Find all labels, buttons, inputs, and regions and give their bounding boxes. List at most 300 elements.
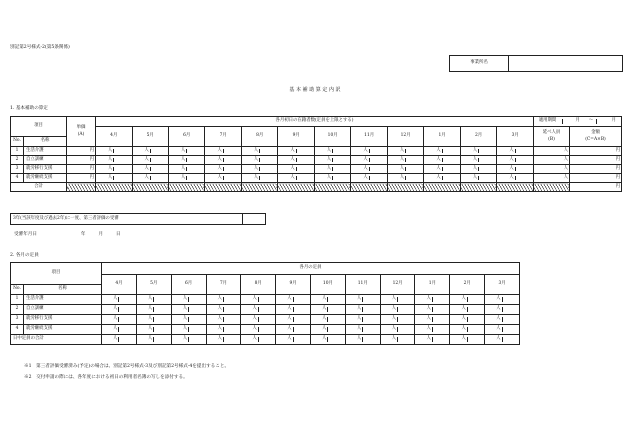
person-unit: 人 — [356, 306, 362, 312]
capacity-input[interactable] — [206, 295, 241, 305]
capacity-input[interactable] — [415, 335, 450, 345]
enrollment-input[interactable] — [132, 174, 168, 183]
sub-input[interactable] — [293, 327, 310, 331]
capacity-input[interactable] — [102, 305, 137, 315]
capacity-input[interactable] — [241, 325, 276, 335]
sub-input[interactable] — [432, 317, 449, 321]
sub-input[interactable] — [153, 317, 170, 321]
unit-price-sub: (A) — [77, 132, 85, 137]
row-no: 2 — [11, 156, 24, 165]
capacity-input[interactable] — [485, 295, 520, 305]
s2-month-header: 2月 — [450, 275, 485, 295]
sub-input[interactable] — [369, 176, 387, 180]
sub-input[interactable] — [223, 158, 241, 162]
capacity-input[interactable] — [450, 315, 485, 325]
sub-input[interactable] — [188, 327, 205, 331]
enrollment-input[interactable] — [497, 165, 534, 174]
sub-input[interactable] — [327, 317, 344, 321]
table-row — [11, 174, 622, 183]
capacity-input[interactable] — [345, 335, 380, 345]
capacity-input[interactable] — [415, 295, 450, 305]
person-unit: 人 — [322, 316, 327, 322]
amount-label: 金額 — [591, 129, 600, 135]
capacity-input[interactable] — [102, 295, 137, 305]
person-unit: 人 — [144, 165, 149, 171]
capacity-input[interactable] — [310, 295, 345, 305]
person-unit: 人 — [391, 306, 397, 312]
sub-input[interactable] — [362, 317, 379, 321]
capacity-input[interactable] — [276, 305, 311, 315]
capacity-input[interactable] — [380, 305, 415, 315]
enrollment-input[interactable] — [278, 156, 314, 165]
enrollment-input[interactable] — [132, 147, 168, 156]
sub-input[interactable] — [405, 167, 423, 171]
sub-input[interactable] — [362, 337, 379, 341]
enrollment-input[interactable] — [168, 156, 204, 165]
sub-input[interactable] — [405, 149, 423, 153]
sub-input[interactable] — [259, 158, 277, 162]
capacity-input[interactable] — [450, 335, 485, 345]
sub-input[interactable] — [188, 297, 205, 301]
sub-input[interactable] — [188, 317, 205, 321]
person-unit: 人 — [147, 336, 153, 342]
sub-input[interactable] — [150, 149, 168, 153]
enrollment-input[interactable] — [424, 147, 460, 156]
enrollment-input[interactable] — [168, 147, 204, 156]
person-unit: 人 — [253, 174, 259, 180]
capacity-input[interactable] — [206, 305, 241, 315]
enrollment-input[interactable] — [278, 165, 314, 174]
sub-input[interactable] — [293, 337, 310, 341]
enrollment-input[interactable] — [132, 156, 168, 165]
sub-input[interactable] — [362, 297, 379, 301]
person-unit: 人 — [363, 165, 368, 171]
sub-input[interactable] — [223, 307, 240, 311]
sub-input[interactable] — [296, 158, 314, 162]
amount-input[interactable]: 円 — [569, 174, 621, 183]
s1-month-header: 1月 — [424, 127, 460, 147]
sub-input[interactable] — [397, 327, 414, 331]
s2-table-row — [11, 295, 520, 305]
person-unit: 人 — [180, 156, 186, 162]
enrollment-input[interactable] — [314, 174, 350, 183]
enrollment-input[interactable] — [132, 165, 168, 174]
capacity-input[interactable] — [310, 335, 345, 345]
unit-price-input[interactable]: 円 — [67, 156, 96, 165]
sub-input[interactable] — [467, 327, 484, 331]
sub-input[interactable] — [397, 307, 414, 311]
enrollment-input[interactable] — [351, 174, 387, 183]
sub-input[interactable] — [259, 167, 277, 171]
row-name: 就労移行支援 — [24, 165, 67, 174]
sub-input[interactable] — [258, 327, 275, 331]
person-unit: 人 — [496, 316, 501, 322]
person-unit: 人 — [461, 316, 466, 322]
hatched-cell — [387, 183, 423, 192]
person-unit: 人 — [356, 316, 362, 322]
person-unit: 人 — [144, 156, 149, 162]
sub-input[interactable] — [296, 167, 314, 171]
capacity-input[interactable] — [345, 295, 380, 305]
capacity-input[interactable] — [485, 325, 520, 335]
person-unit: 人 — [147, 316, 153, 322]
row-name: 自立訓練 — [24, 156, 67, 165]
sub-input[interactable] — [153, 337, 170, 341]
capacity-input[interactable] — [102, 335, 137, 345]
s2-row-name: 自立訓練 — [24, 305, 102, 315]
capacity-input[interactable] — [310, 315, 345, 325]
capacity-input[interactable] — [310, 305, 345, 315]
capacity-input[interactable] — [206, 315, 241, 325]
sub-input[interactable] — [296, 149, 314, 153]
capacity-input[interactable] — [171, 305, 206, 315]
sub-input[interactable] — [432, 337, 449, 341]
person-unit: 人 — [182, 336, 188, 342]
person-unit: 人 — [426, 296, 431, 302]
sub-input[interactable] — [327, 327, 344, 331]
capacity-input[interactable] — [241, 335, 276, 345]
enrollment-input[interactable] — [314, 165, 350, 174]
sub-input[interactable] — [118, 307, 135, 311]
sub-input[interactable] — [223, 167, 241, 171]
sub-input[interactable] — [515, 158, 533, 162]
person-unit: 人 — [113, 336, 118, 342]
capacity-input[interactable] — [415, 305, 450, 315]
sub-input[interactable] — [186, 176, 204, 180]
capacity-input[interactable] — [206, 325, 241, 335]
person-unit: 人 — [180, 174, 186, 180]
note-1: ※1 第三者評価受審済み(予定)の場合は、別記第2号様式-3及び別記第2号様式-4を提出すること。 — [24, 364, 230, 369]
capacity-input[interactable] — [276, 335, 311, 345]
office-input[interactable] — [509, 56, 623, 72]
enrollment-input[interactable] — [351, 165, 387, 174]
capacity-input[interactable] — [380, 315, 415, 325]
capacity-input[interactable] — [450, 295, 485, 305]
period-end-input[interactable] — [596, 119, 610, 123]
sub-input[interactable] — [467, 317, 484, 321]
s2-table-row — [11, 305, 520, 315]
sub-input[interactable] — [293, 317, 310, 321]
sub-input[interactable] — [515, 149, 533, 153]
enrollment-input[interactable] — [205, 156, 241, 165]
total-row — [11, 183, 622, 192]
enrollment-input[interactable] — [205, 147, 241, 156]
enrollment-input[interactable] — [314, 156, 350, 165]
hatched-cell — [497, 183, 534, 192]
capacity-input[interactable] — [485, 315, 520, 325]
hatched-cell — [424, 183, 460, 192]
sub-input[interactable] — [223, 176, 241, 180]
sub-input[interactable] — [478, 149, 496, 153]
person-unit: 人 — [217, 306, 222, 312]
sub-input[interactable] — [327, 337, 344, 341]
capacity-input[interactable] — [102, 315, 137, 325]
table-row — [11, 165, 622, 174]
capacity-input[interactable] — [136, 335, 171, 345]
sub-input[interactable] — [397, 317, 414, 321]
sub-input[interactable] — [397, 297, 414, 301]
capacity-input[interactable] — [276, 325, 311, 335]
sub-input[interactable] — [502, 297, 519, 301]
enrollment-input[interactable] — [497, 174, 534, 183]
capacity-input[interactable] — [276, 315, 311, 325]
person-unit: 人 — [496, 326, 501, 332]
sub-input[interactable] — [118, 337, 135, 341]
sub-input[interactable] — [515, 167, 533, 171]
capacity-input[interactable] — [171, 325, 206, 335]
sub-input[interactable] — [502, 337, 519, 341]
sub-input[interactable] — [478, 176, 496, 180]
sub-input[interactable] — [432, 297, 449, 301]
enrollment-input[interactable] — [96, 165, 132, 174]
person-unit: 人 — [391, 296, 397, 302]
person-unit: 人 — [287, 326, 292, 332]
capacity-input[interactable] — [136, 315, 171, 325]
sub-input[interactable] — [442, 176, 460, 180]
sub-input[interactable] — [467, 297, 484, 301]
enrollment-input[interactable] — [460, 174, 496, 183]
capacity-input[interactable] — [380, 325, 415, 335]
enrollment-input[interactable] — [278, 174, 314, 183]
sub-input[interactable] — [258, 337, 275, 341]
enrollment-input[interactable] — [278, 147, 314, 156]
s2-table-row — [11, 325, 520, 335]
person-unit: 人 — [391, 316, 397, 322]
enrollment-input[interactable] — [241, 147, 277, 156]
sub-input[interactable] — [293, 307, 310, 311]
sub-input[interactable] — [186, 158, 204, 162]
capacity-input[interactable] — [450, 325, 485, 335]
sub-input[interactable] — [113, 158, 131, 162]
sub-input[interactable] — [467, 307, 484, 311]
sub-input[interactable] — [258, 297, 275, 301]
enrollment-input[interactable] — [205, 165, 241, 174]
unit-price-input[interactable]: 円 — [67, 165, 96, 174]
person-unit: 人 — [182, 296, 188, 302]
sub-input[interactable] — [432, 307, 449, 311]
sub-input[interactable] — [362, 327, 379, 331]
capacity-input[interactable] — [380, 295, 415, 305]
enrollment-input[interactable] — [424, 174, 460, 183]
sub-input[interactable] — [405, 158, 423, 162]
sub-input[interactable] — [467, 337, 484, 341]
sub-input[interactable] — [118, 317, 135, 321]
sub-input[interactable] — [259, 149, 277, 153]
enrollment-input[interactable] — [387, 156, 423, 165]
date-label: 受審年月日 — [14, 232, 37, 237]
capacity-input[interactable] — [171, 335, 206, 345]
enrollment-input[interactable] — [424, 165, 460, 174]
enrollment-input[interactable] — [387, 165, 423, 174]
sub-input[interactable] — [153, 297, 170, 301]
capacity-input[interactable] — [345, 315, 380, 325]
person-unit: 人 — [461, 296, 466, 302]
capacity-input[interactable] — [485, 305, 520, 315]
capacity-input[interactable] — [450, 305, 485, 315]
capacity-input[interactable] — [310, 325, 345, 335]
capacity-input[interactable] — [415, 325, 450, 335]
sub-input[interactable] — [223, 149, 241, 153]
third-party-check[interactable] — [243, 214, 266, 225]
sub-input[interactable] — [258, 317, 275, 321]
s1-month-header: 8月 — [241, 127, 277, 147]
sub-input[interactable] — [332, 158, 350, 162]
capacity-input[interactable] — [136, 325, 171, 335]
sub-input[interactable] — [502, 327, 519, 331]
sub-input[interactable] — [113, 176, 131, 180]
capacity-input[interactable] — [380, 335, 415, 345]
amount-input[interactable]: 円 — [569, 183, 621, 192]
person-unit: 人 — [436, 147, 441, 153]
person-unit: 人 — [509, 147, 514, 153]
person-unit: 人 — [182, 306, 188, 312]
s1-month-header: 11月 — [351, 127, 387, 147]
sub-input[interactable] — [188, 307, 205, 311]
unit-price-input[interactable]: 円 — [67, 174, 96, 183]
total-people-input[interactable]: 人 — [533, 174, 569, 183]
capacity-input[interactable] — [241, 295, 276, 305]
total-people-input[interactable]: 人 — [533, 147, 569, 156]
capacity-input[interactable] — [136, 305, 171, 315]
sub-input[interactable] — [188, 337, 205, 341]
sub-input[interactable] — [258, 307, 275, 311]
total-people-input[interactable]: 人 — [533, 156, 569, 165]
sub-input[interactable] — [478, 158, 496, 162]
person-unit: 人 — [436, 165, 441, 171]
enrollment-input[interactable] — [96, 174, 132, 183]
amount-input[interactable]: 円 — [569, 165, 621, 174]
sub-input[interactable] — [153, 307, 170, 311]
s2-month-header: 12月 — [380, 275, 415, 295]
sub-input[interactable] — [442, 149, 460, 153]
sub-input[interactable] — [296, 176, 314, 180]
capacity-input[interactable] — [171, 315, 206, 325]
sub-input[interactable] — [186, 149, 204, 153]
s2-month-header: 10月 — [310, 275, 345, 295]
enrollment-input[interactable] — [387, 174, 423, 183]
sub-input[interactable] — [259, 176, 277, 180]
third-party-text: 3年(当該年度及び過去2年)に一度、第三者評価の受審 — [11, 214, 243, 225]
enrollment-input[interactable] — [497, 156, 534, 165]
table-row — [11, 156, 622, 165]
enrollment-input[interactable] — [460, 147, 496, 156]
enrollment-input[interactable] — [351, 147, 387, 156]
sub-input[interactable] — [150, 176, 168, 180]
s2-month-header: 11月 — [345, 275, 380, 295]
capacity-input[interactable] — [485, 335, 520, 345]
enrollment-input[interactable] — [314, 147, 350, 156]
sub-input[interactable] — [515, 176, 533, 180]
sub-input[interactable] — [369, 167, 387, 171]
sub-input[interactable] — [478, 167, 496, 171]
sub-input[interactable] — [432, 327, 449, 331]
capacity-input[interactable] — [345, 325, 380, 335]
capacity-input[interactable] — [206, 335, 241, 345]
capacity-input[interactable] — [241, 315, 276, 325]
sub-input[interactable] — [223, 327, 240, 331]
person-unit: 人 — [147, 326, 153, 332]
enrollment-input[interactable] — [351, 156, 387, 165]
enrollment-input[interactable] — [387, 147, 423, 156]
sub-input[interactable] — [362, 307, 379, 311]
enrollment-input[interactable] — [460, 156, 496, 165]
sub-input[interactable] — [332, 167, 350, 171]
enrollment-input[interactable] — [168, 174, 204, 183]
enrollment-input[interactable] — [241, 156, 277, 165]
enrollment-input[interactable] — [241, 174, 277, 183]
enrollment-input[interactable] — [205, 174, 241, 183]
amount-input[interactable]: 円 — [569, 147, 621, 156]
sub-input[interactable] — [223, 337, 240, 341]
sub-input[interactable] — [405, 176, 423, 180]
sub-input[interactable] — [502, 317, 519, 321]
sub-input[interactable] — [153, 327, 170, 331]
sub-input[interactable] — [442, 158, 460, 162]
hatched-cell — [205, 183, 241, 192]
sub-input[interactable] — [113, 167, 131, 171]
person-unit: 人 — [107, 147, 113, 153]
enrollment-input[interactable] — [168, 165, 204, 174]
person-unit: 人 — [496, 306, 501, 312]
sub-input[interactable] — [332, 176, 350, 180]
amount-input[interactable]: 円 — [569, 156, 621, 165]
sub-input[interactable] — [369, 149, 387, 153]
capacity-input[interactable] — [276, 295, 311, 305]
period-start-input[interactable] — [562, 119, 574, 123]
capacity-input[interactable] — [102, 325, 137, 335]
capacity-input[interactable] — [136, 295, 171, 305]
capacity-input[interactable] — [345, 305, 380, 315]
capacity-input[interactable] — [241, 305, 276, 315]
sub-input[interactable] — [186, 167, 204, 171]
sub-input[interactable] — [113, 149, 131, 153]
person-unit: 人 — [217, 156, 222, 162]
person-unit: 人 — [363, 156, 368, 162]
sub-input[interactable] — [397, 337, 414, 341]
sub-input[interactable] — [223, 317, 240, 321]
sub-input[interactable] — [442, 167, 460, 171]
person-unit: 人 — [252, 316, 257, 322]
person-unit: 人 — [253, 165, 259, 171]
sub-input[interactable] — [150, 158, 168, 162]
sub-input[interactable] — [223, 297, 240, 301]
sub-input[interactable] — [118, 327, 135, 331]
s2-month-header: 8月 — [241, 275, 276, 295]
sub-input[interactable] — [327, 297, 344, 301]
sub-input[interactable] — [332, 149, 350, 153]
person-unit: 人 — [326, 165, 332, 171]
enrollment-input[interactable] — [96, 156, 132, 165]
sub-input[interactable] — [150, 167, 168, 171]
capacity-input[interactable] — [171, 295, 206, 305]
enrollment-input[interactable] — [424, 156, 460, 165]
unit-price-input[interactable]: 円 — [67, 147, 96, 156]
hatched-cell — [241, 183, 277, 192]
capacity-input[interactable] — [415, 315, 450, 325]
enrollment-input[interactable] — [460, 165, 496, 174]
enrollment-input[interactable] — [241, 165, 277, 174]
sub-input[interactable] — [327, 307, 344, 311]
sub-input[interactable] — [369, 158, 387, 162]
period-month-label: 月 — [575, 118, 580, 124]
person-unit: 人 — [426, 306, 431, 312]
enrollment-input[interactable] — [497, 147, 534, 156]
sub-input[interactable] — [118, 297, 135, 301]
total-people-input[interactable]: 人 — [533, 165, 569, 174]
sub-input[interactable] — [502, 307, 519, 311]
enrollment-input[interactable] — [96, 147, 132, 156]
sub-input[interactable] — [293, 297, 310, 301]
